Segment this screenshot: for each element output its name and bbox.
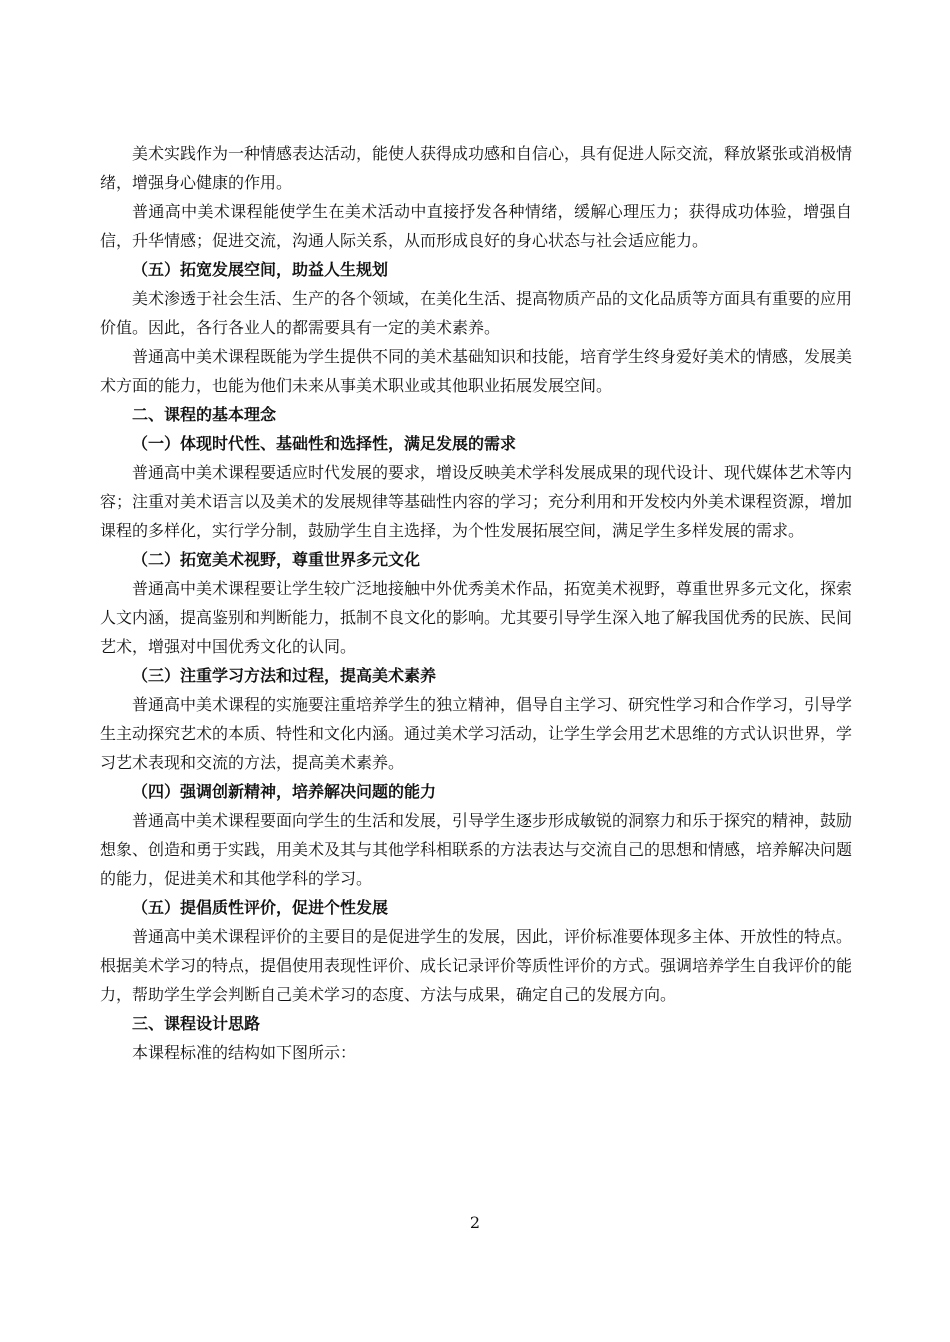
paragraph: 美术实践作为一种情感表达活动，能使人获得成功感和自信心，具有促进人际交流，释放紧张或消极情绪，增强身心健康的作用。 bbox=[100, 144, 853, 192]
paragraph: 普通高中美术课程要让学生较广泛地接触中外优秀美术作品，拓宽美术视野，尊重世界多元文化，探索人文内涵，提高鉴别和判断能力，抵制不良文化的影响。尤其要引导学生深入地了解我国优秀的民族、民间艺术，增强对中国优秀文化的认同。 bbox=[100, 579, 853, 656]
section-heading: （四）强调创新精神，培养解决问题的能力 bbox=[132, 782, 437, 801]
section-heading: （五）提倡质性评价，促进个性发展 bbox=[132, 898, 389, 917]
paragraph: 普通高中美术课程既能为学生提供不同的美术基础知识和技能，培育学生终身爱好美术的情感，发展美术方面的能力，也能为他们未来从事美术职业或其他职业拓展发展空间。 bbox=[100, 347, 853, 395]
chapter-heading: 二、课程的基本理念 bbox=[132, 405, 277, 424]
section-heading: （三）注重学习方法和过程，提高美术素养 bbox=[132, 666, 437, 685]
paragraph: 美术渗透于社会生活、生产的各个领域，在美化生活、提高物质产品的文化品质等方面具有重要的应用价值。因此，各行各业人的都需要具有一定的美术素养。 bbox=[100, 289, 853, 337]
chapter-heading: 三、课程设计思路 bbox=[132, 1014, 261, 1033]
document-body bbox=[100, 139, 852, 1067]
section-heading: （一）体现时代性、基础性和选择性，满足发展的需求 bbox=[132, 434, 517, 453]
page-number: 2 bbox=[469, 1213, 481, 1232]
paragraph: 本课程标准的结构如下图所示： bbox=[132, 1043, 357, 1062]
section-heading: （二）拓宽美术视野，尊重世界多元文化 bbox=[132, 550, 421, 569]
paragraph: 普通高中美术课程的实施要注重培养学生的独立精神，倡导自主学习、研究性学习和合作学习，引导学生主动探究艺术的本质、特性和文化内涵。通过美术学习活动，让学生学会用艺术思维的方式认识世界，学习艺术表现和交流的方法，提高美术素养。 bbox=[100, 695, 853, 772]
paragraph: 普通高中美术课程评价的主要目的是促进学生的发展，因此，评价标准要体现多主体、开放性的特点。根据美术学习的特点，提倡使用表现性评价、成长记录评价等质性评价的方式。强调培养学生自我评价的能力，帮助学生学会判断自己美术学习的态度、方法与成果，确定自己的发展方向。 bbox=[100, 927, 853, 1004]
paragraph: 普通高中美术课程能使学生在美术活动中直接抒发各种情绪，缓解心理压力；获得成功体验，增强自信，升华情感；促进交流，沟通人际关系，从而形成良好的身心状态与社会适应能力。 bbox=[100, 202, 852, 250]
section-heading: （五）拓宽发展空间，助益人生规划 bbox=[132, 260, 389, 279]
paragraph: 普通高中美术课程要适应时代发展的要求，增设反映美术学科发展成果的现代设计、现代媒体艺术等内容；注重对美术语言以及美术的发展规律等基础性内容的学习；充分利用和开发校内外美术课程资源，增加课程的多样化，实行学分制，鼓励学生自主选择，为个性发展拓展空间，满足学生多样发展的需求。 bbox=[100, 463, 853, 540]
paragraph: 普通高中美术课程要面向学生的生活和发展，引导学生逐步形成敏锐的洞察力和乐于探究的精神，鼓励想象、创造和勇于实践，用美术及其与其他学科相联系的方法表达与交流自己的思想和情感，培养解决问题的能力，促进美术和其他学科的学习。 bbox=[100, 811, 853, 888]
